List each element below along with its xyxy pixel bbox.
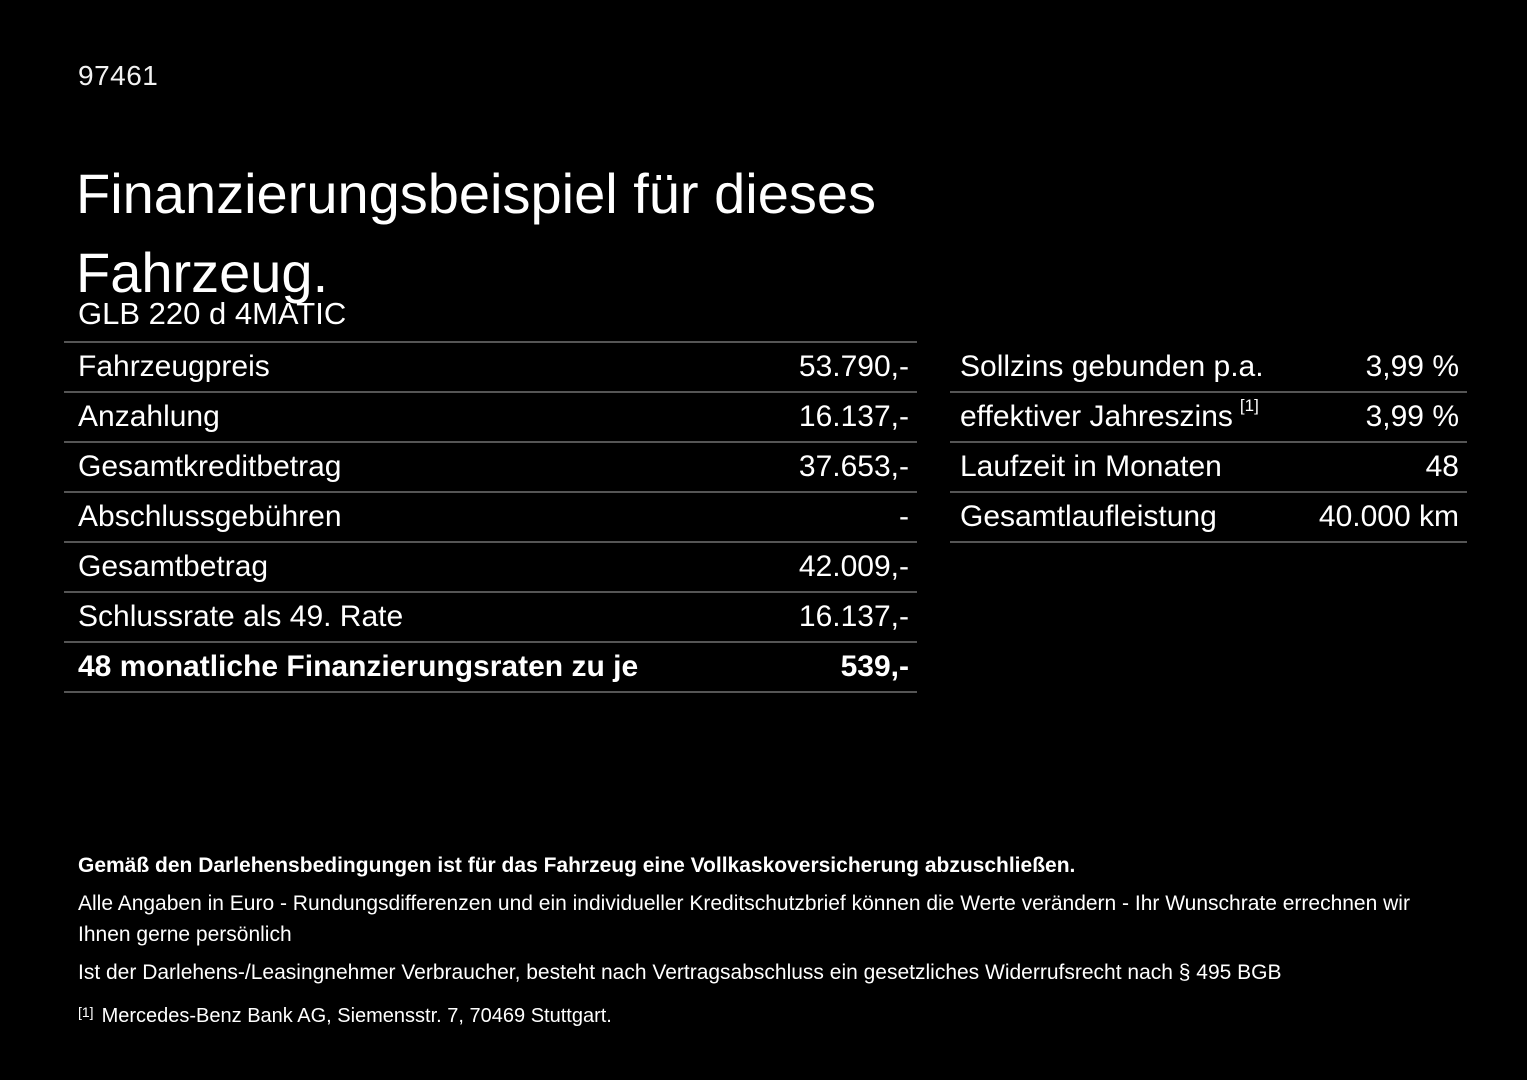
table-row-schlussrate [64, 593, 917, 643]
row-label: effektiver Jahreszins [960, 400, 1233, 433]
vehicle-model: GLB 220 d 4MATIC [78, 296, 347, 331]
row-value: - [899, 500, 909, 533]
table-row-fahrzeugpreis [64, 343, 917, 393]
row-value: 37.653,- [798, 450, 909, 483]
footer-widerruf-note: Ist der Darlehens-/Leasingnehmer Verbraucher, besteht nach Vertragsabschluss ein gesetzliches Widerrufsrecht nach § 495 BGB [78, 961, 1282, 985]
row-label: Laufzeit in Monaten [960, 450, 1222, 483]
row-label: Gesamtkreditbetrag [78, 450, 342, 483]
row-label: Gesamtbetrag [78, 550, 269, 583]
conditions-table [950, 343, 1467, 543]
table-row-sollzins [950, 343, 1467, 393]
footer-euro-note: Alle Angaben in Euro - Rundungsdifferenzen und ein individueller Kreditschutzbrief können die Werte verändern - Ihr Wunschrate errechnen wir Ihnen gerne persönlich [78, 892, 1410, 946]
row-value: 40.000 km [1318, 500, 1459, 533]
table-row-monatsrate [64, 643, 917, 693]
finance-table [64, 341, 917, 693]
row-value: 3,99 % [1365, 400, 1459, 433]
page-title: Finanzierungsbeispiel für dieses Fahrzeug. [76, 161, 876, 305]
table-row-gesamtlaufleistung [950, 493, 1467, 543]
table-row-gesamtkreditbetrag [64, 443, 917, 493]
row-label: Abschlussgebühren [78, 500, 342, 533]
row-label: Fahrzeugpreis [78, 350, 270, 383]
row-value: 539,- [840, 650, 909, 683]
table-row-gesamtbetrag [64, 543, 917, 593]
row-label: Sollzins gebunden p.a. [960, 350, 1264, 383]
row-value: 42.009,- [798, 550, 909, 583]
table-row-effektiver-jahreszins [950, 393, 1467, 443]
row-label: Anzahlung [78, 400, 220, 433]
table-row-laufzeit [950, 443, 1467, 493]
row-value: 16.137,- [798, 400, 909, 433]
row-label: 48 monatliche Finanzierungsraten zu je [78, 650, 639, 683]
document-number: 97461 [78, 60, 159, 91]
table-row-anzahlung [64, 393, 917, 443]
footnote-reference: [1] [1239, 396, 1259, 415]
row-value: 53.790,- [798, 350, 909, 383]
footnote-marker: [1] [78, 1003, 94, 1020]
legal-footer [78, 851, 1468, 1028]
footnote-bank [78, 1005, 1468, 1028]
row-value: 3,99 % [1365, 350, 1459, 383]
row-value: 16.137,- [798, 600, 909, 633]
footnote-text: Mercedes-Benz Bank AG, Siemensstr. 7, 70469 Stuttgart. [101, 1004, 612, 1027]
row-label: Schlussrate als 49. Rate [78, 600, 404, 633]
footer-insurance-note: Gemäß den Darlehensbedingungen ist für das Fahrzeug eine Vollkaskoversicherung abzuschließen. [78, 854, 1076, 877]
table-row-abschlussgebuehren [64, 493, 917, 543]
row-value: 48 [1425, 450, 1459, 483]
row-label: Gesamtlaufleistung [960, 500, 1217, 533]
